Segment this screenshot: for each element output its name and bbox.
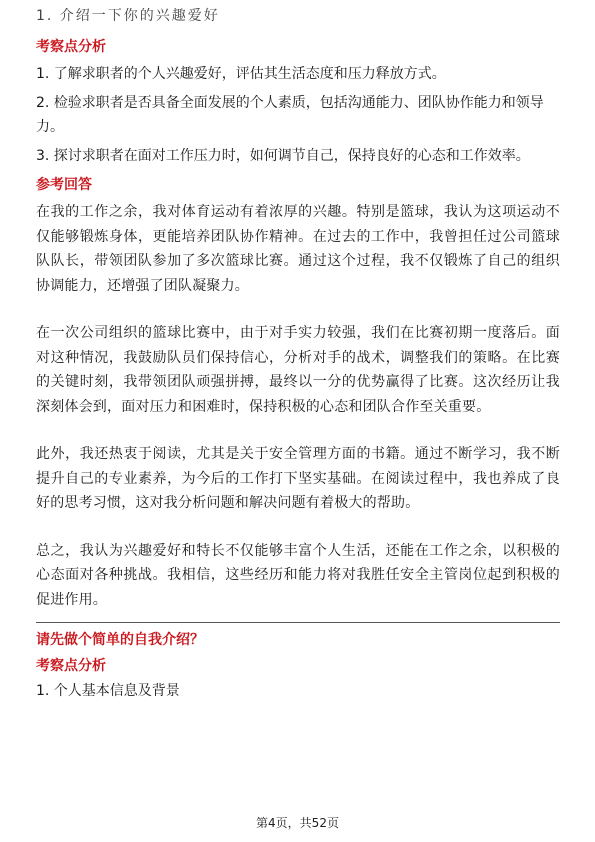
analysis-point-3: 3. 探讨求职者在面对工作压力时，如何调节自己，保持良好的心态和工作效率。 <box>36 148 530 164</box>
page-content <box>36 36 560 703</box>
answer-paragraph-3: 此外，我还热衷于阅读，尤其是关于安全管理方面的书籍。通过不断学习，我不断提升自己的专业素养，为今后的工作打下坚实基础。在阅读过程中，我也养成了良好的思考习惯，这对我分析问题和解决问题有着极大的帮助。 <box>36 446 560 511</box>
cut-off-top-text: 1. 介绍一下你的兴趣爱好 <box>36 8 220 24</box>
analysis-point-1: 1. 了解求职者的个人兴趣爱好，评估其生活态度和压力释放方式。 <box>36 66 446 82</box>
analysis-point-2: 2. 检验求职者是否具备全面发展的个人素质，包括沟通能力、团队协作能力和领导力。 <box>36 95 544 135</box>
page-number-footer: 第4页，共52页 <box>256 816 339 830</box>
analysis-point-2-1: 1. 个人基本信息及背景 <box>36 683 180 699</box>
analysis-heading: 考察点分析 <box>36 39 106 55</box>
answer-heading: 参考回答 <box>36 177 92 193</box>
cut-off-top-line <box>36 8 276 24</box>
analysis-heading-2: 考察点分析 <box>36 658 106 674</box>
answer-paragraph-2: 在一次公司组织的篮球比赛中，由于对手实力较强，我们在比赛初期一度落后。面对这种情况，我鼓励队员们保持信心，分析对手的战术，调整我们的策略。在比赛的关键时刻，我带领团队顽强拼搏，最终以一分的优势赢得了比赛。这次经历让我深刻体会到，面对压力和困难时，保持积极的心态和团队合作至关重要。 <box>36 325 560 415</box>
section-divider <box>36 622 560 623</box>
answer-paragraph-4: 总之，我认为兴趣爱好和特长不仅能够丰富个人生活，还能在工作之余，以积极的心态面对各种挑战。我相信，这些经历和能力将对我胜任安全主管岗位起到积极的促进作用。 <box>36 542 560 608</box>
question-heading: 请先做个简单的自我介绍？ <box>36 632 204 648</box>
answer-paragraph-1: 在我的工作之余，我对体育运动有着浓厚的兴趣。特别是篮球，我认为这项运动不仅能够锻炼身体，更能培养团队协作精神。在过去的工作中，我曾担任过公司篮球队队长，带领团队参加了多次篮球比赛。通过这个过程，我不仅锻炼了自己的组织协调能力，还增强了团队凝聚力。 <box>36 204 560 294</box>
